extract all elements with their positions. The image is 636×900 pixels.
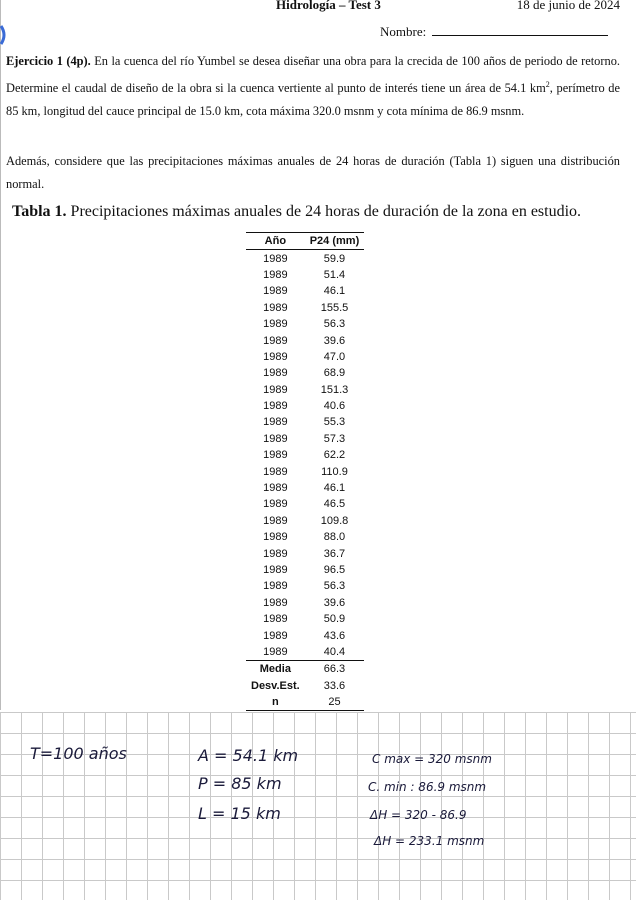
- table-row: [246, 627, 364, 643]
- table-row: [246, 431, 364, 447]
- table-row: [246, 398, 364, 414]
- table-row: [246, 545, 364, 561]
- note-delta-h-result: ΔH = 233.1 msnm: [374, 834, 485, 848]
- cell-p24: 39.6: [323, 334, 346, 347]
- cell-p24: 43.6: [323, 629, 346, 642]
- cell-p24: 39.6: [323, 596, 346, 609]
- table-caption-label: Tabla 1.: [12, 203, 67, 220]
- distribution-paragraph: Además, considere que las precipitaciones máximas anuales de 24 horas de duración (Tabla 1) siguen una distribución normal.: [6, 154, 620, 191]
- exercise-paragraph: [6, 50, 620, 123]
- table-row: [246, 316, 364, 332]
- table-row: [246, 300, 364, 316]
- cell-year: 1989: [263, 580, 288, 593]
- cell-p24: 56.3: [323, 318, 346, 331]
- table-row: [246, 480, 364, 496]
- cell-p24: 46.1: [323, 482, 346, 495]
- blue-margin-mark: [0, 24, 8, 46]
- cell-year: 1989: [263, 629, 288, 642]
- note-cmin: C. min : 86.9 msnm: [368, 780, 487, 794]
- table-row: [246, 414, 364, 430]
- cell-year: 1989: [263, 334, 288, 347]
- note-area: A = 54.1 km: [198, 746, 299, 765]
- cell-year: 1989: [263, 498, 288, 511]
- cell-year: 1989: [263, 268, 288, 281]
- note-perimeter: P = 85 km: [198, 774, 282, 793]
- table-row: [246, 267, 364, 283]
- cell-p24: 50.9: [323, 613, 346, 626]
- name-blank-line: [432, 25, 608, 36]
- table-row: [246, 578, 364, 594]
- table-row: [246, 644, 364, 661]
- summary-value: 66.3: [323, 663, 346, 676]
- table-row: [246, 463, 364, 479]
- table-caption-text: Precipitaciones máximas anuales de 24 horas de duración de la zona en estudio.: [66, 203, 582, 220]
- exercise-sup: 2: [545, 80, 550, 89]
- precipitation-table: [246, 232, 364, 711]
- cell-p24: 40.4: [305, 644, 365, 661]
- cell-year: 1989: [263, 531, 288, 544]
- exercise-label: Ejercicio 1 (4p).: [6, 54, 91, 68]
- table-row: [246, 365, 364, 381]
- page-left-border: [0, 0, 1, 710]
- note-length: L = 15 km: [198, 804, 281, 823]
- exercise-text-b: , perímetro de 85 km, longitud del cauce principal de 15.0 km, cota máxima 320.0 msnm y cota mínima de 86.9 msnm.: [6, 81, 620, 119]
- cell-year: 1989: [263, 252, 288, 265]
- summary-value: 33.6: [323, 679, 346, 692]
- cell-year: 1989: [263, 465, 288, 478]
- summary-label: Media: [259, 663, 291, 676]
- table-row: [246, 447, 364, 463]
- table-row: [246, 382, 364, 398]
- course-title: Hidrología – Test 3: [276, 0, 381, 12]
- summary-label: n: [246, 694, 305, 711]
- name-label: Nombre:: [380, 24, 427, 39]
- summary-row: [246, 661, 364, 678]
- cell-year: 1989: [263, 596, 288, 609]
- col-header-year: Año: [246, 233, 305, 250]
- table-row: [246, 283, 364, 299]
- cell-p24: 109.8: [320, 514, 349, 527]
- cell-year: 1989: [263, 383, 288, 396]
- cell-year: 1989: [263, 400, 288, 413]
- cell-p24: 57.3: [323, 432, 346, 445]
- cell-year: 1989: [263, 514, 288, 527]
- table-caption: [12, 203, 581, 221]
- cell-p24: 51.4: [323, 268, 346, 281]
- cell-p24: 36.7: [323, 547, 346, 560]
- table-header-row: [246, 233, 364, 250]
- note-return-period: T=100 años: [30, 744, 127, 763]
- col-header-p24: P24 (mm): [305, 233, 365, 250]
- cell-year: 1989: [263, 564, 288, 576]
- cell-p24: 62.2: [323, 449, 346, 462]
- cell-p24: 40.6: [323, 400, 346, 413]
- cell-p24: 96.5: [323, 564, 346, 576]
- cell-year: 1989: [263, 367, 288, 380]
- table-row: [246, 250, 364, 267]
- note-cmax: C max = 320 msnm: [372, 752, 492, 766]
- cell-p24: 151.3: [320, 383, 349, 396]
- table-row: [246, 611, 364, 627]
- cell-year: 1989: [263, 482, 288, 495]
- handwritten-notes-grid: [0, 712, 636, 900]
- cell-year: 1989: [263, 301, 288, 314]
- summary-label: Desv.Est.: [251, 679, 300, 692]
- cell-p24: 68.9: [323, 367, 346, 380]
- cell-year: 1989: [263, 285, 288, 298]
- table-row: [246, 529, 364, 545]
- cell-year: 1989: [246, 644, 305, 661]
- cell-p24: 59.9: [323, 252, 346, 265]
- table-row: [246, 562, 364, 578]
- table-row: [246, 496, 364, 512]
- cell-p24: 55.3: [323, 416, 346, 429]
- table-row: [246, 349, 364, 365]
- table-row: [246, 595, 364, 611]
- cell-year: 1989: [263, 613, 288, 626]
- cell-p24: 110.9: [321, 465, 348, 478]
- cell-p24: 46.5: [323, 498, 346, 511]
- cell-year: 1989: [263, 432, 288, 445]
- cell-year: 1989: [263, 547, 288, 560]
- table-row: [246, 332, 364, 348]
- cell-p24: 155.5: [320, 301, 349, 314]
- exercise-text-a: En la cuenca del río Yumbel se desea diseñar una obra para la crecida de 100 años de periodo de retorno. Determine el caudal de diseño de la obra si la cuenca vertiente al punto de interés tiene un área de 54.1 km: [6, 54, 620, 96]
- name-field: [380, 24, 608, 40]
- cell-year: 1989: [263, 350, 288, 363]
- cell-year: 1989: [263, 318, 288, 331]
- cell-p24: 88.0: [323, 531, 346, 544]
- table-row: [246, 513, 364, 529]
- summary-row: [246, 678, 364, 694]
- cell-year: 1989: [263, 449, 288, 462]
- note-delta-h: ΔH = 320 - 86.9: [370, 808, 467, 822]
- test-date: 18 de junio de 2024: [516, 0, 620, 12]
- cell-p24: 47.0: [323, 350, 346, 363]
- cell-year: 1989: [263, 416, 288, 429]
- cell-p24: 56.3: [323, 580, 346, 593]
- summary-row: [246, 694, 364, 711]
- summary-value: 25: [305, 694, 365, 711]
- cell-p24: 46.1: [323, 285, 346, 298]
